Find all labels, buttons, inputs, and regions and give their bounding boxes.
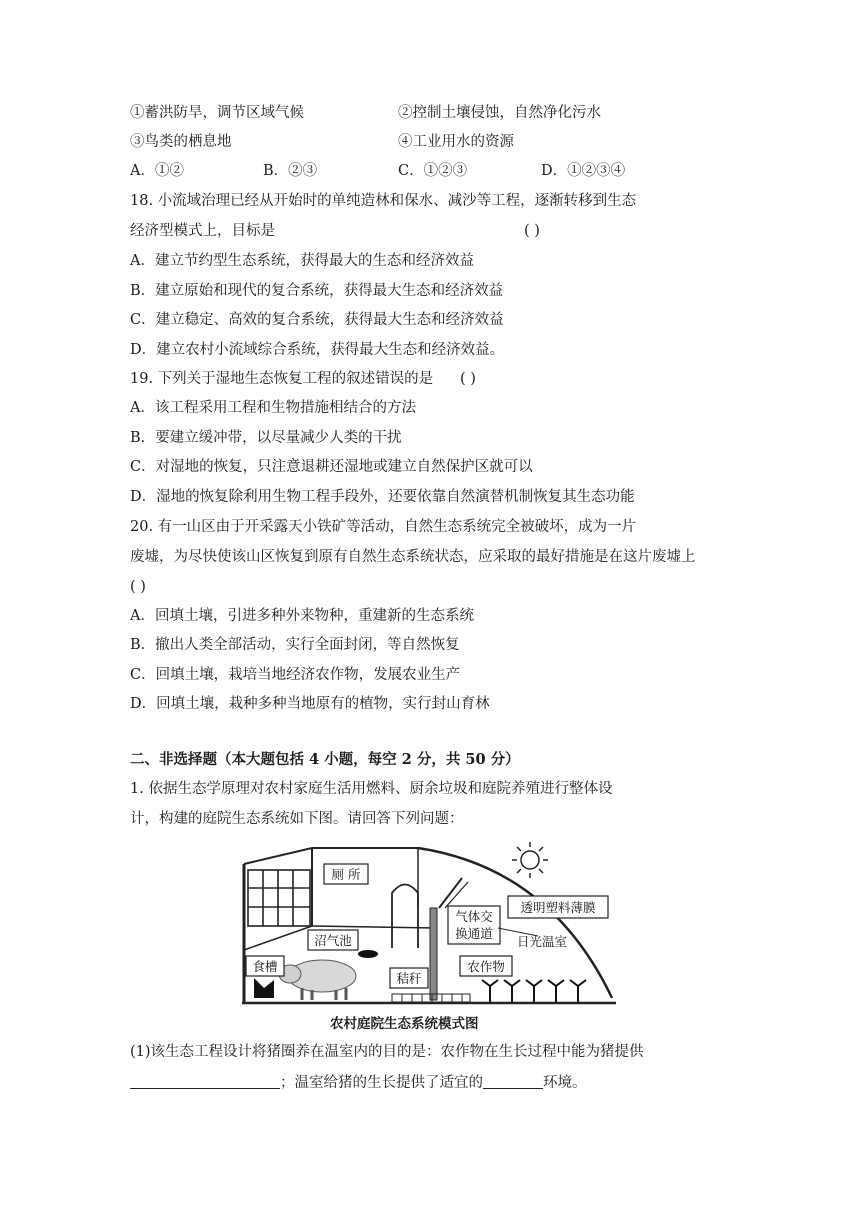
q1-sub1-text-c: 环境。 xyxy=(543,1075,587,1091)
label-gas-channel-1: 气体交 xyxy=(455,909,493,924)
ecosystem-diagram xyxy=(240,838,620,1008)
answer-blank-1[interactable] xyxy=(130,1072,280,1089)
q18-option-c: C．建立稳定、高效的复合系统，获得最大生态和经济效益 xyxy=(130,312,504,328)
q20-stem-line-1: 20. 有一山区由于开采露天小铁矿等活动，自然生态系统完全被破坏，成为一片 xyxy=(130,519,637,535)
label-trough: 食槽 xyxy=(252,959,278,974)
q17-item-1: ①蓄洪防旱，调节区域气候 xyxy=(130,105,304,121)
window xyxy=(248,870,310,926)
q19-stem: 19. 下列关于湿地生态恢复工程的叙述错误的是 xyxy=(130,371,434,387)
q20-answer-paren: ( ) xyxy=(130,579,146,595)
q17-item-4: ④工业用水的资源 xyxy=(398,134,514,150)
sun-icon xyxy=(512,842,548,878)
label-biogas: 沼气池 xyxy=(314,933,352,948)
q20-option-a: A．回填土壤，引进多种外来物种，重建新的生态系统 xyxy=(130,608,474,624)
figure-caption: 农村庭院生态系统模式图 xyxy=(330,1016,479,1032)
ecosystem-figure xyxy=(240,838,620,1012)
label-gas-channel-2: 换通道 xyxy=(455,926,493,941)
q18-stem-line-1: 18. 小流域治理已经从开始时的单纯造林和保水、减沙等工程，逐渐转移到生态 xyxy=(130,193,637,209)
q18-option-b: B．建立原始和现代的复合系统，获得最大生态和经济效益 xyxy=(130,283,504,299)
q1-sub1-line-1: (1)该生态工程设计将猪圈养在温室内的目的是：农作物在生长过程中能为猪提供 xyxy=(130,1044,644,1060)
q19-option-b: B．要建立缓冲带，以尽量减少人类的干扰 xyxy=(130,430,402,446)
q18-answer-paren: ( ) xyxy=(524,223,540,239)
label-straw: 秸秆 xyxy=(396,971,422,986)
q18-option-d: D．建立农村小流域综合系统，获得最大生态和经济效益。 xyxy=(130,342,505,358)
q18-option-a: A．建立节约型生态系统，获得最大的生态和经济效益 xyxy=(130,253,474,269)
q19-option-a: A．该工程采用工程和生物措施相结合的方法 xyxy=(130,400,416,416)
q1-stem-line-2: 计，构建的庭院生态系统如下图。请回答下列问题： xyxy=(130,811,464,827)
label-crops: 农作物 xyxy=(467,959,505,974)
section-heading: 二、非选择题（本大题包括 4 小题，每空 2 分，共 50 分） xyxy=(130,751,520,768)
q19-option-d: D．湿地的恢复除利用生物工程手段外，还要依靠自然演替机制恢复其生态功能 xyxy=(130,489,635,505)
q17-option-a: A．①② xyxy=(130,163,184,179)
q18-stem-line-2: 经济型模式上，目标是 xyxy=(130,223,275,239)
answer-blank-2[interactable] xyxy=(483,1072,543,1089)
crops-illustration xyxy=(482,980,586,1002)
q17-item-2: ②控制土壤侵蚀，自然净化污水 xyxy=(398,105,601,121)
q20-option-c: C．回填土壤，栽培当地经济农作物，发展农业生产 xyxy=(130,667,461,683)
label-greenhouse: 日光温室 xyxy=(516,934,568,949)
q1-stem-line-1: 1. 依据生态学原理对农村家庭生活用燃料、厨余垃圾和庭院养殖进行整体设 xyxy=(130,781,613,797)
q17-option-d: D．①②③④ xyxy=(541,163,626,179)
q1-sub1-text-b: ；温室给猪的生长提供了适宜的 xyxy=(280,1075,483,1091)
q19-answer-paren: ( ) xyxy=(460,371,476,387)
q1-sub1-line-2 xyxy=(130,1072,587,1093)
q17-option-b: B．②③ xyxy=(263,163,318,179)
label-film: 透明塑料薄膜 xyxy=(520,900,596,915)
q20-option-d: D．回填土壤，栽种多种当地原有的植物，实行封山育林 xyxy=(130,696,490,712)
q17-item-3: ③鸟类的栖息地 xyxy=(130,134,232,150)
q20-stem-line-2: 废墟，为尽快使该山区恢复到原有自然生态系统状态，应采取的最好措施是在这片废墟上 xyxy=(130,549,696,565)
pig-illustration xyxy=(279,960,356,1000)
label-toilet: 厕 所 xyxy=(331,867,361,882)
q19-option-c: C．对湿地的恢复，只注意退耕还湿地或建立自然保护区就可以 xyxy=(130,459,533,475)
q20-option-b: B．撤出人类全部活动，实行全面封闭，等自然恢复 xyxy=(130,637,460,653)
q17-option-c: C．①②③ xyxy=(398,163,468,179)
